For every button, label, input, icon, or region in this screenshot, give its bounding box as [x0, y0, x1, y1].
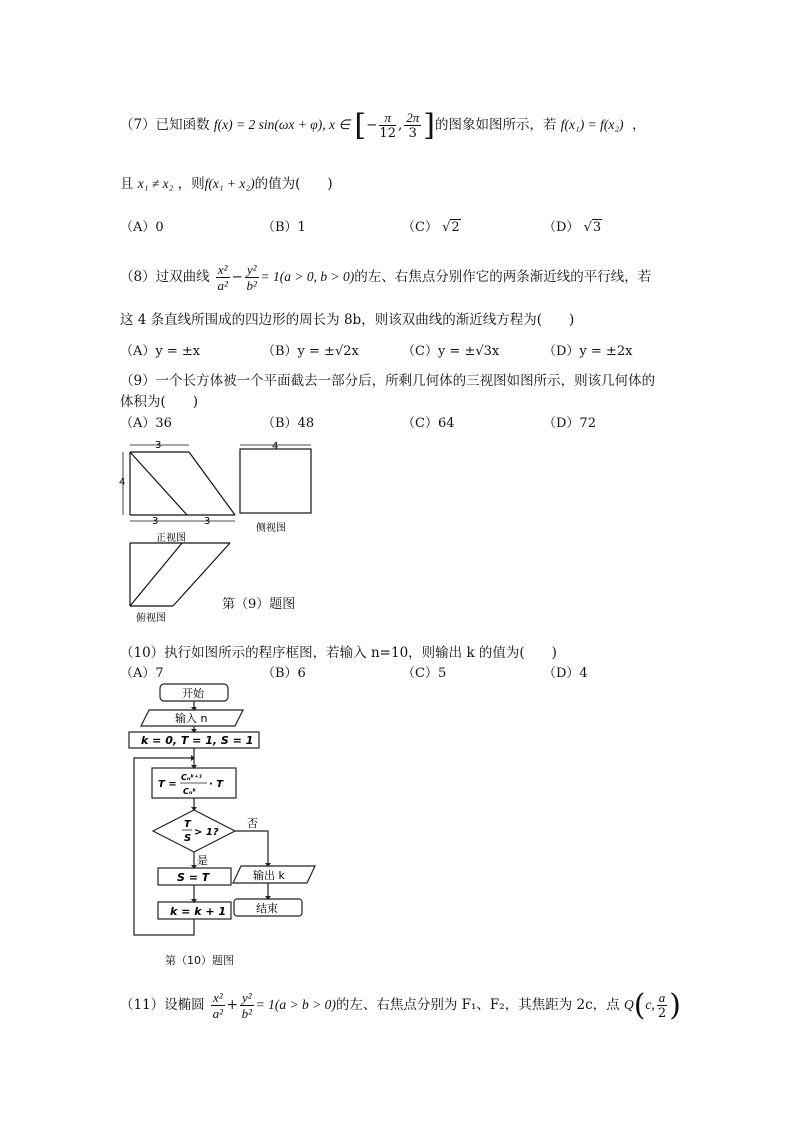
flow-end-text: 结束: [256, 902, 278, 915]
front-view-label: 正视图: [156, 533, 186, 544]
flow-cond-num: T: [184, 819, 191, 830]
q7-then: ，则: [177, 176, 205, 192]
side-view-label: 侧视图: [256, 523, 286, 534]
q9-option-a: （A）36: [120, 416, 172, 431]
q11-eq: = 1(a > b > 0): [255, 997, 336, 1012]
q8-line1: （8）过双曲线 $\frac{\text{x²}}{\text{a²}}$ − $\frac{\text{y²}}{\text{b²}}$ = 1(a > 0, b > 0)的左、右焦点分别作它的两条渐近线的平行线，若: [120, 262, 652, 293]
q7-line2: [120, 172, 333, 192]
q7-x-neq: x₁ ≠ x₂: [137, 176, 174, 191]
q9-option-b: （B）48: [262, 416, 315, 431]
q8-option-b: （B）y = ±√2x: [262, 344, 359, 359]
q8-eq: = 1(a > 0, b > 0): [260, 269, 355, 284]
q8-frac-x: $\frac{\text{x²}}{\text{a²}}$: [217, 262, 228, 293]
q7-and: 且: [120, 176, 134, 192]
q11-line1: （11）设椭圆 $\frac{\text{x²}}{\text{a²}}$ + $\frac{\text{y²}}{\text{b²}}$ = 1(a > b > 0)的左、右焦点分别为 F₁、F₂，其焦距为 2c，点 Q(c, $\frac{a}{2}$ ): [120, 988, 681, 1023]
q9-option-c: （C）64: [402, 416, 455, 431]
q8-frac-y: $\frac{\text{y²}}{\text{b²}}$: [246, 262, 257, 293]
q8-option-d: （D）y = ±2x: [543, 344, 633, 359]
q10-option-a: （A）7: [120, 666, 164, 681]
q7-number: （7）: [120, 117, 156, 133]
q7-option-a: （A）0: [120, 220, 164, 235]
q11-frac-x: $\frac{\text{x²}}{\text{a²}}$: [212, 990, 224, 1021]
q7-value-of: 的值为( ): [254, 176, 333, 192]
q8-number: （8）: [120, 269, 156, 285]
q11-point-frac: $\frac{a}{2}$: [657, 990, 667, 1021]
top-view: [130, 543, 230, 606]
q11-point: Q: [623, 997, 634, 1012]
dim-bottom-left: 3: [152, 516, 159, 527]
q10-option-b: （B）6: [262, 666, 306, 681]
q8-line2: 这 4 条直线所围成的四边形的周长为 8b，则该双曲线的渐近线方程为( ): [120, 312, 575, 328]
flow-cond-rhs: > 1?: [194, 827, 219, 838]
q11-number: （11）: [120, 997, 165, 1013]
q7-option-b: （B）1: [262, 220, 306, 235]
q11-lead: 设椭圆: [164, 997, 205, 1013]
q10-figure-caption: 第（10）题图: [165, 954, 234, 967]
q10-option-d: （D）4: [543, 666, 588, 681]
q9-option-d: （D）72: [543, 416, 596, 431]
dim-left: 4: [119, 477, 126, 488]
flow-init-text: k = 0, T = 1, S = 1: [141, 734, 254, 747]
dim-side: 4: [272, 441, 279, 452]
top-view-label: 俯视图: [136, 613, 166, 624]
q8-option-a: （A）y = ±x: [120, 344, 201, 359]
flow-assign-rhs: · T: [209, 779, 224, 790]
q7-option-d: （D） √3: [543, 220, 602, 235]
flow-assign-den: Cₙᵏ: [183, 787, 197, 796]
q7-range-left: $\frac{\pi}{12}$: [379, 110, 396, 141]
flow-yes-label: 是: [197, 854, 208, 867]
q7-range-right: $\frac{2\pi}{3}$: [406, 110, 420, 141]
q11-point-c: c,: [645, 997, 655, 1012]
dim-bottom-right: 3: [204, 516, 211, 527]
q8-tail: 的左、右焦点分别作它的两条渐近线的平行线，若: [354, 269, 652, 285]
q9-line1: （9）一个长方体被一个平面截去一部分后，所剩几何体的三视图如图所示，则该几何体的: [120, 373, 656, 389]
q10-option-c: （C）5: [402, 666, 447, 681]
q7-lead: 已知函数: [155, 117, 210, 133]
q7-line1: （7）已知函数 f(x) = 2 sin(ωx + φ), x ∈ [− $\frac{\pi}{12}$ , $\frac{2\pi}{3}$ ]的图象如图所示，若 f(x₁) = f(x₂) ，: [120, 108, 646, 143]
flow-assign-num: Cₙᵏ⁺¹: [181, 773, 203, 782]
flow-set-s-text: S = T: [177, 871, 210, 884]
flow-cond-den: S: [184, 833, 192, 844]
q9-line2: 体积为( ): [120, 394, 199, 410]
flow-output-text: 输出 k: [253, 869, 285, 882]
flow-no-label: 否: [247, 817, 258, 830]
dim-top: 3: [155, 440, 162, 451]
flow-inc-k-text: k = k + 1: [170, 905, 227, 918]
flow-start-text: 开始: [182, 687, 204, 700]
q7-function: f(x) = 2 sin(ωx + φ), x ∈: [213, 117, 351, 132]
q11-tail: 的左、右焦点分别为 F₁、F₂，其焦距为 2c，点: [335, 997, 620, 1013]
flow-assign-lhs: T =: [158, 779, 177, 790]
q8-lead: 过双曲线: [155, 269, 210, 285]
flow-input-text: 输入 n: [175, 712, 208, 725]
q7-tail: 的图象如图所示，若: [435, 117, 557, 133]
front-view: [123, 445, 235, 521]
q11-frac-y: $\frac{\text{y²}}{\text{b²}}$: [241, 990, 252, 1021]
q7-expr: f(x₁ + x₂): [204, 176, 255, 191]
q8-option-c: （C）y = ±√3x: [402, 344, 500, 359]
q9-figure-caption: 第（9）题图: [222, 597, 296, 612]
q7-option-c: （C） √2: [402, 220, 460, 235]
q10-line1: （10）执行如图所示的程序框图，若输入 n=10，则输出 k 的值为( ): [120, 645, 557, 661]
q9-three-view-figure: [118, 436, 318, 624]
q10-flowchart: [125, 680, 335, 940]
q7-condition: f(x₁) = f(x₂): [560, 117, 624, 132]
side-view: [240, 445, 311, 513]
